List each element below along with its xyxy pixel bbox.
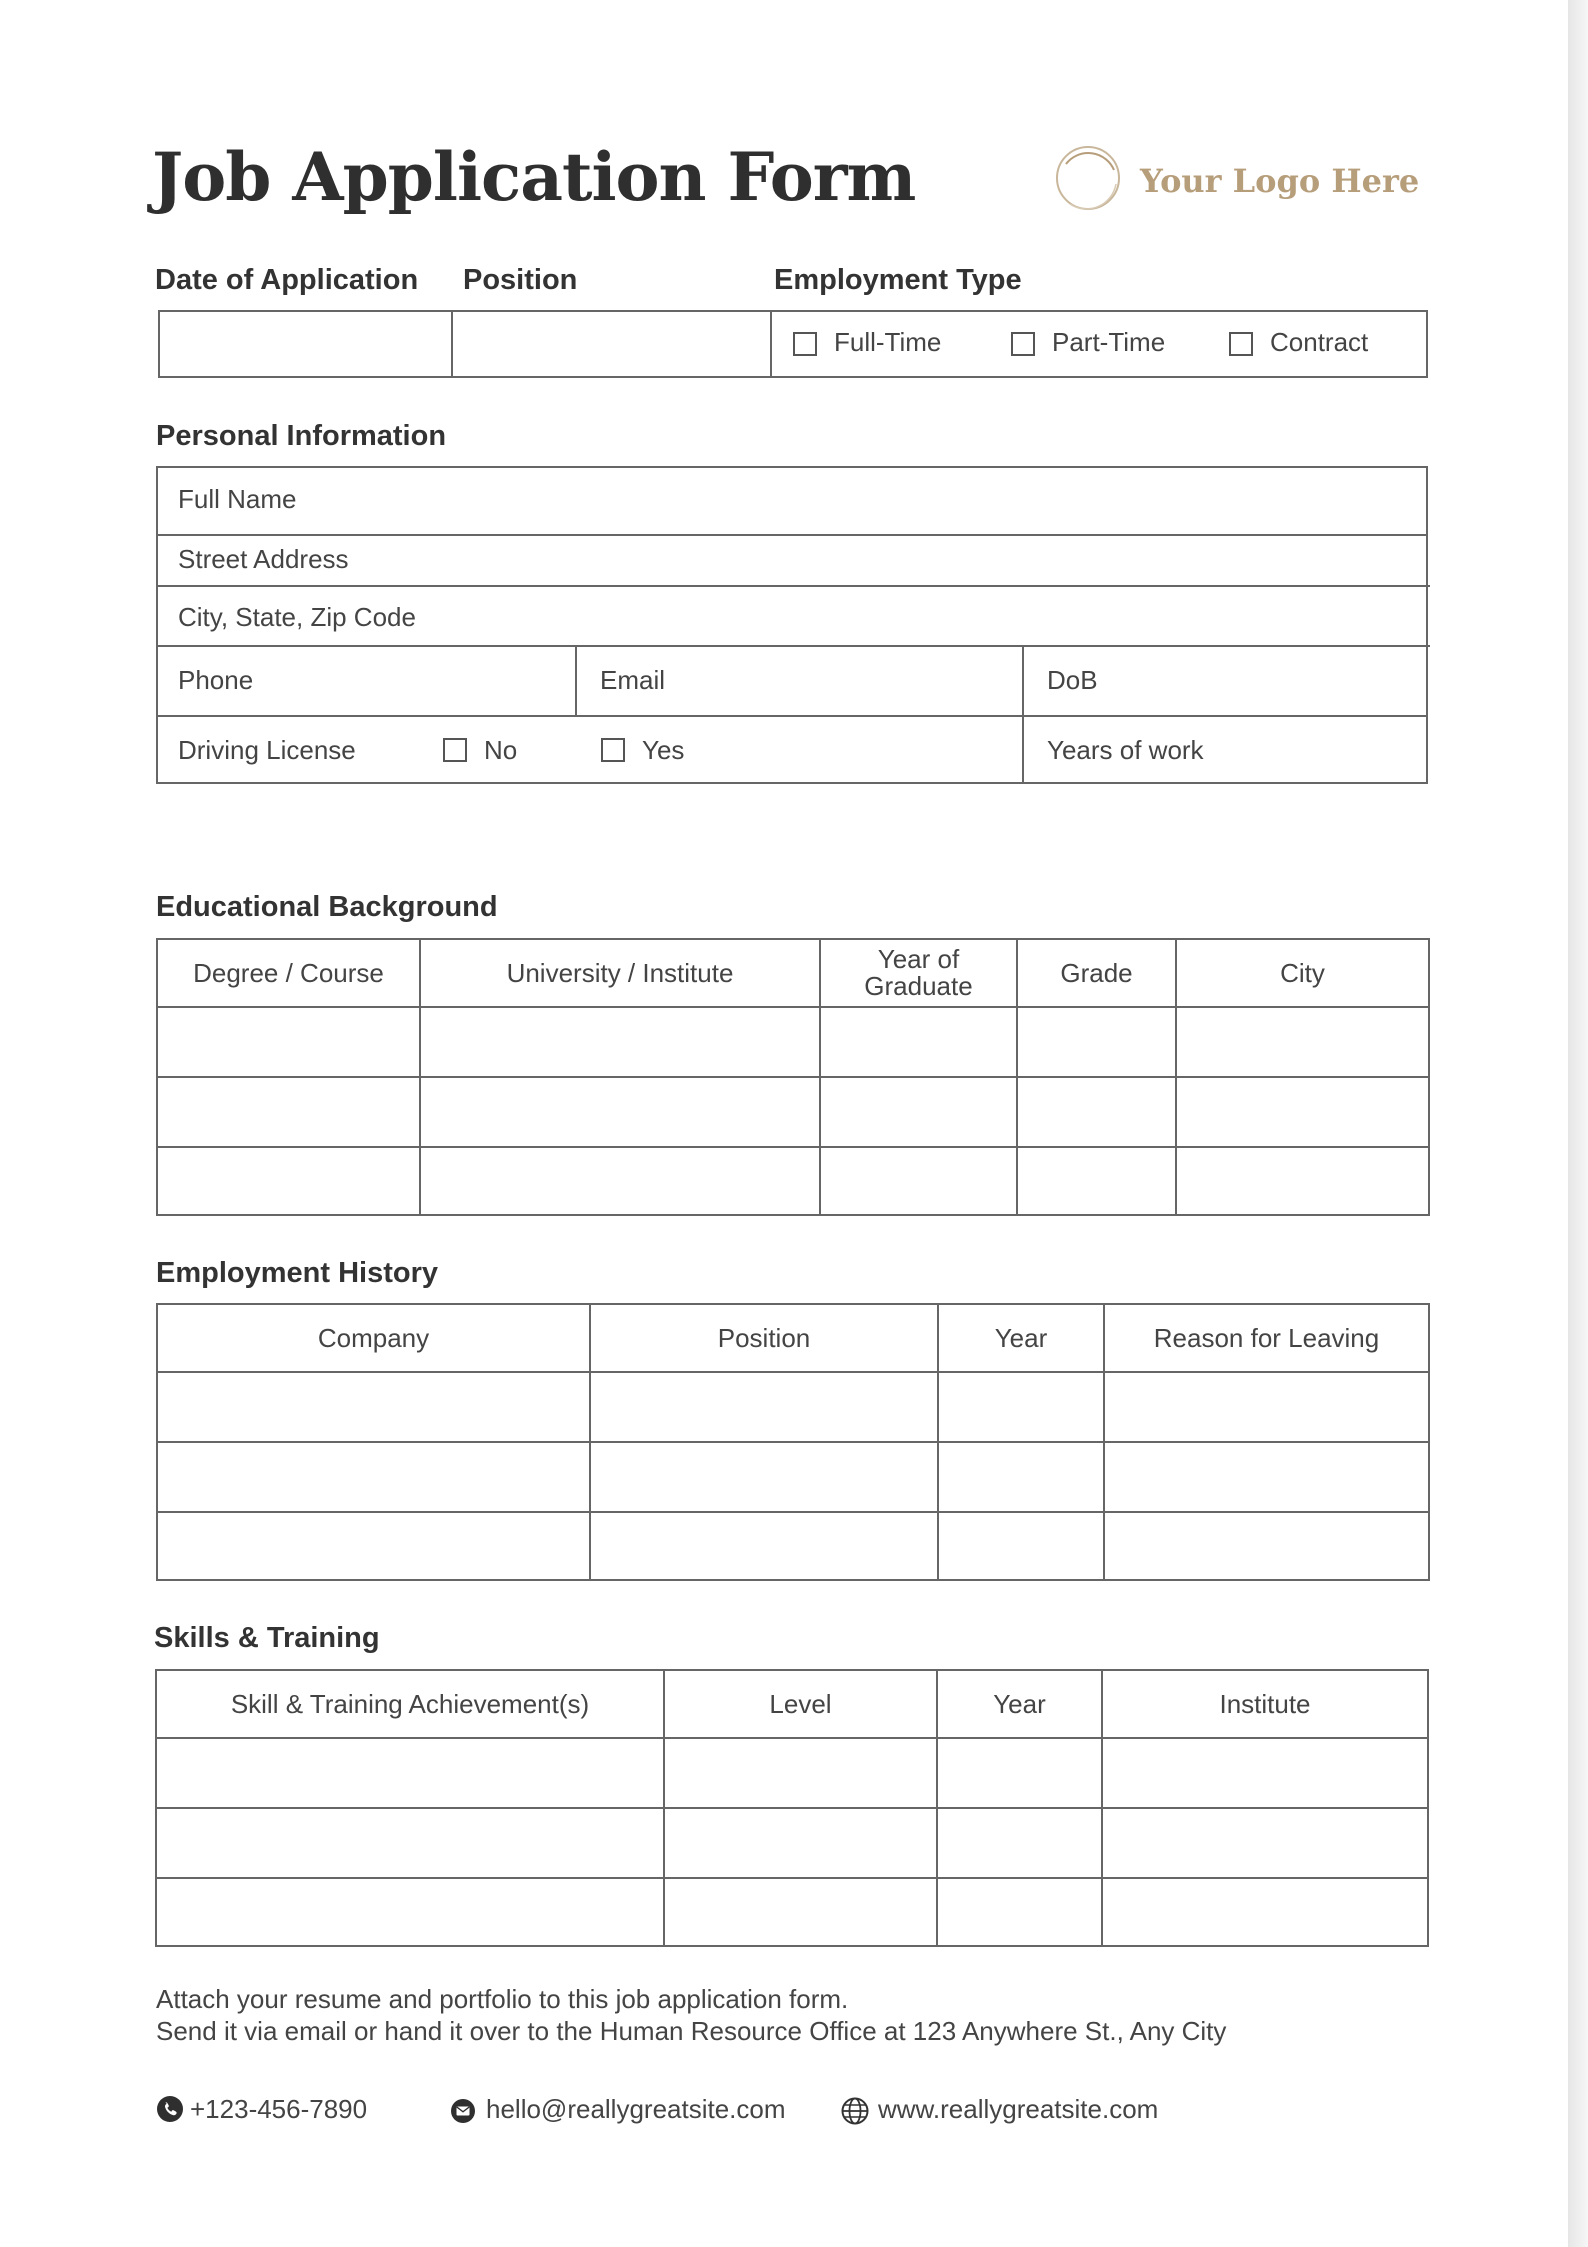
part-time-label: Part-Time [1052, 327, 1166, 357]
table-cell[interactable] [157, 1512, 590, 1580]
position-field[interactable] [453, 312, 770, 376]
column-header: Skill & Training Achievement(s) [156, 1670, 664, 1738]
driving-license-no-checkbox[interactable] [443, 738, 467, 762]
table-row [157, 1372, 1429, 1442]
table-cell[interactable] [590, 1372, 938, 1442]
phone-field[interactable]: Phone [178, 665, 254, 695]
table-cell[interactable] [420, 1147, 820, 1215]
divider [575, 645, 577, 715]
table-cell[interactable] [590, 1512, 938, 1580]
column-header: University / Institute [420, 939, 820, 1007]
table-cell[interactable] [420, 1077, 820, 1147]
table-cell[interactable] [156, 1878, 664, 1946]
employment-history-heading: Employment History [156, 1257, 438, 1289]
table-cell[interactable] [664, 1738, 937, 1808]
contact-phone[interactable]: +123-456-7890 [190, 2094, 368, 2124]
position-label: Position [463, 264, 578, 296]
full-time-checkbox[interactable] [793, 332, 817, 356]
column-header: Year [938, 1304, 1104, 1372]
educational-background-heading: Educational Background [156, 891, 498, 923]
table-header-row [157, 1304, 1429, 1372]
column-header: Company [157, 1304, 590, 1372]
table-cell[interactable] [664, 1878, 937, 1946]
table-cell[interactable] [938, 1512, 1104, 1580]
table-cell[interactable] [820, 1147, 1017, 1215]
table-cell[interactable] [1017, 1007, 1176, 1077]
years-of-work-field[interactable]: Years of work [1047, 735, 1204, 765]
globe-icon [840, 2096, 870, 2126]
table-cell[interactable] [664, 1808, 937, 1878]
column-header: Degree / Course [157, 939, 420, 1007]
divider [156, 715, 1428, 717]
table-row [156, 1878, 1428, 1946]
table-cell[interactable] [157, 1372, 590, 1442]
logo-ring-icon [1052, 142, 1124, 214]
divider [156, 645, 1430, 647]
table-cell[interactable] [820, 1007, 1017, 1077]
table-cell[interactable] [1104, 1512, 1429, 1580]
contact-website[interactable]: www.reallygreatsite.com [878, 2094, 1159, 2124]
table-cell[interactable] [938, 1442, 1104, 1512]
column-header: City [1176, 939, 1429, 1007]
table-cell[interactable] [937, 1878, 1102, 1946]
contract-label: Contract [1270, 327, 1369, 357]
date-of-application-label: Date of Application [155, 264, 419, 296]
skills-table [155, 1669, 1429, 1947]
driving-license-yes-checkbox[interactable] [601, 738, 625, 762]
full-name-field[interactable]: Full Name [178, 484, 297, 514]
table-cell[interactable] [156, 1738, 664, 1808]
table-row [157, 1442, 1429, 1512]
employment-type-label: Employment Type [774, 264, 1022, 296]
driving-license-no-label: No [484, 735, 518, 765]
personal-information-heading: Personal Information [156, 420, 447, 452]
logo-text: Your Logo Here [1140, 162, 1420, 200]
table-cell[interactable] [157, 1007, 420, 1077]
column-header: Position [590, 1304, 938, 1372]
table-row [157, 1512, 1429, 1580]
table-header-row [156, 1670, 1428, 1738]
footer-note-line2: Send it via email or hand it over to the Human Resource Office at 123 Anywhere St., Any City [156, 2016, 1227, 2046]
table-header-row [157, 939, 1429, 1007]
contact-email[interactable]: hello@reallygreatsite.com [486, 2094, 786, 2124]
table-cell[interactable] [157, 1077, 420, 1147]
table-cell[interactable] [1102, 1808, 1428, 1878]
divider [156, 534, 1428, 536]
table-cell[interactable] [937, 1808, 1102, 1878]
street-address-field[interactable]: Street Address [178, 544, 349, 574]
table-row [157, 1147, 1429, 1215]
table-cell[interactable] [1102, 1738, 1428, 1808]
table-cell[interactable] [1104, 1372, 1429, 1442]
column-header [820, 939, 1017, 1007]
divider [770, 310, 772, 378]
part-time-checkbox[interactable] [1011, 332, 1035, 356]
table-row [156, 1808, 1428, 1878]
divider [1022, 645, 1024, 784]
phone-icon [156, 2095, 184, 2123]
date-of-application-field[interactable] [160, 312, 451, 376]
column-header: Year [937, 1670, 1102, 1738]
driving-license-label: Driving License [178, 735, 356, 765]
table-cell[interactable] [938, 1372, 1104, 1442]
column-header: Reason for Leaving [1104, 1304, 1429, 1372]
employment-table [156, 1303, 1430, 1581]
column-header: Level [664, 1670, 937, 1738]
table-cell[interactable] [820, 1077, 1017, 1147]
table-row [157, 1007, 1429, 1077]
table-cell[interactable] [937, 1738, 1102, 1808]
email-field[interactable]: Email [600, 665, 666, 695]
table-cell[interactable] [590, 1442, 938, 1512]
divider [156, 585, 1430, 587]
table-cell[interactable] [157, 1147, 420, 1215]
education-table [156, 938, 1430, 1216]
table-cell[interactable] [157, 1442, 590, 1512]
driving-license-yes-label: Yes [642, 735, 685, 765]
column-header: Institute [1102, 1670, 1428, 1738]
skills-training-heading: Skills & Training [154, 1622, 380, 1654]
page-edge-shadow [1568, 0, 1588, 2247]
full-time-label: Full-Time [834, 327, 942, 357]
table-cell[interactable] [1176, 1147, 1429, 1215]
column-header: Grade [1017, 939, 1176, 1007]
city-state-zip-field[interactable]: City, State, Zip Code [178, 602, 416, 632]
table-cell[interactable] [1102, 1878, 1428, 1946]
contract-checkbox[interactable] [1229, 332, 1253, 356]
table-cell[interactable] [1017, 1077, 1176, 1147]
table-cell[interactable] [1104, 1442, 1429, 1512]
table-cell[interactable] [1176, 1077, 1429, 1147]
year-of-graduate-header: Year of Graduate [864, 944, 973, 1001]
page-title: Job Application Form [152, 138, 916, 216]
table-cell[interactable] [420, 1007, 820, 1077]
dob-field[interactable]: DoB [1047, 665, 1098, 695]
table-cell[interactable] [156, 1808, 664, 1878]
footer-note-line1: Attach your resume and portfolio to this job application form. [156, 1984, 849, 2014]
table-cell[interactable] [1017, 1147, 1176, 1215]
table-row [157, 1077, 1429, 1147]
table-cell[interactable] [1176, 1007, 1429, 1077]
table-row [156, 1738, 1428, 1808]
email-icon [450, 2098, 476, 2124]
